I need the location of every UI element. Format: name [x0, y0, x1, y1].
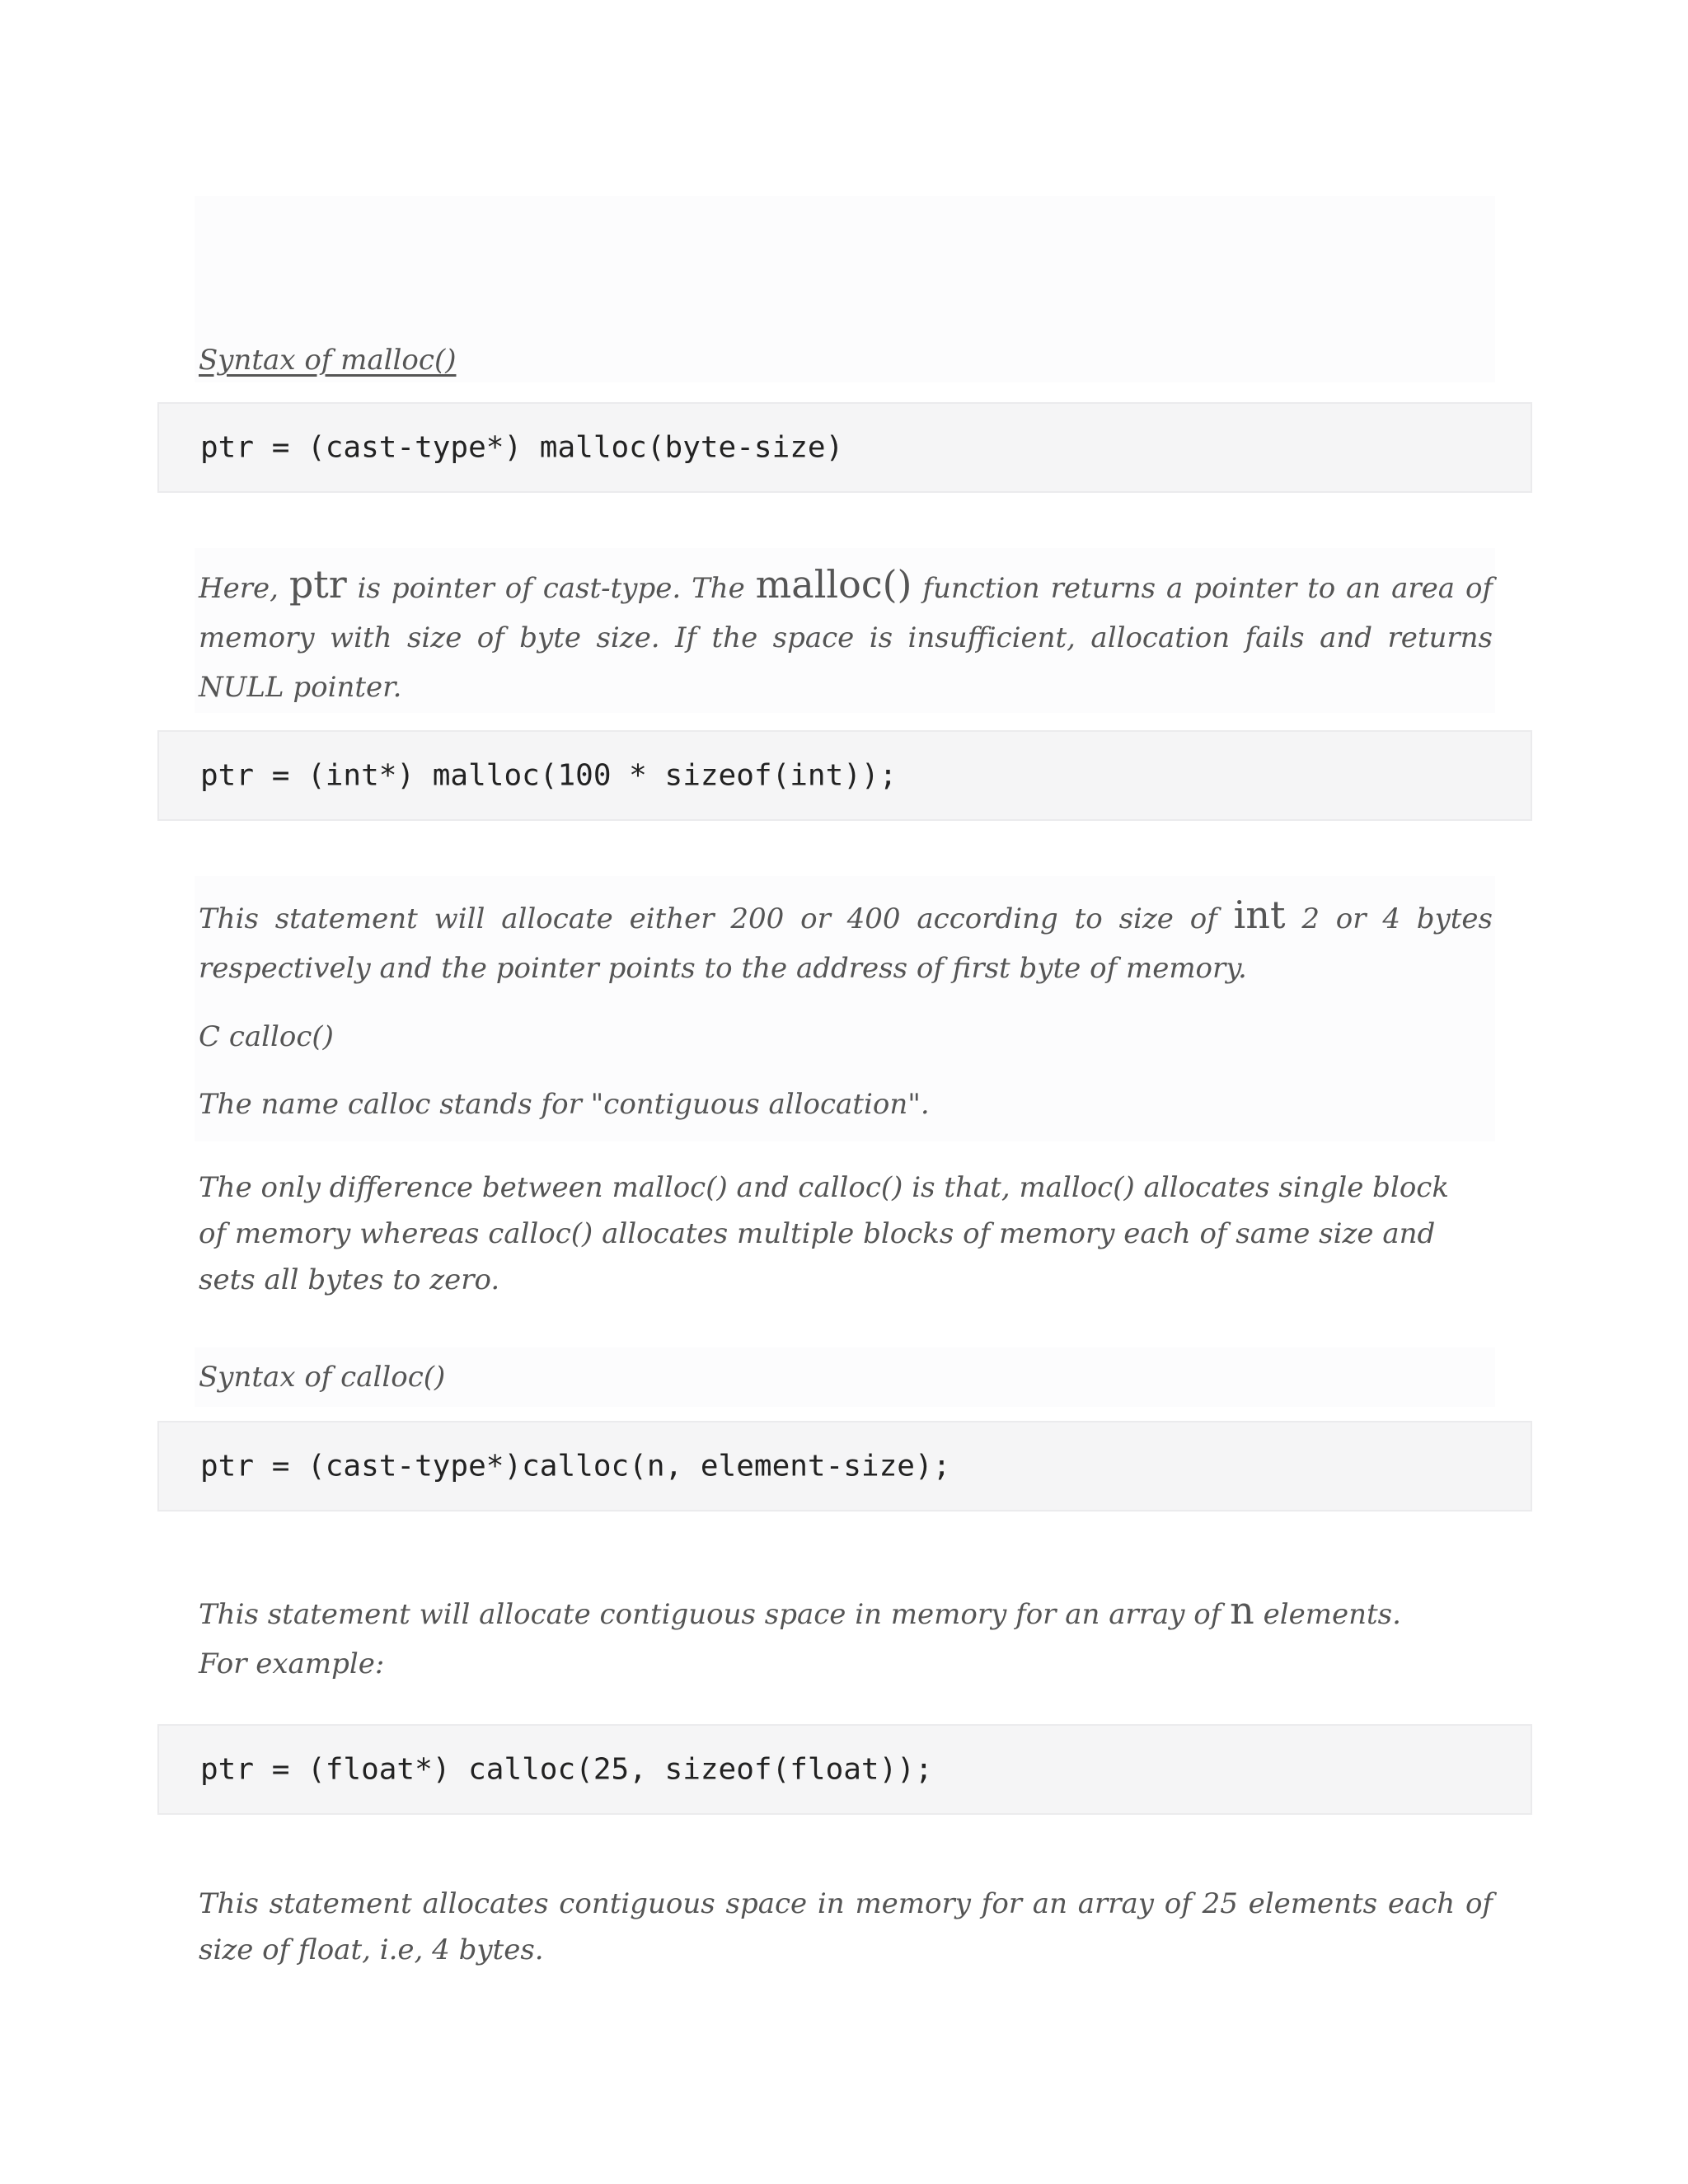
- calloc-description: [199, 1586, 1451, 1689]
- malloc-example-desc-part1: This statement will allocate either 200 or 400 according to size of: [199, 902, 1234, 935]
- malloc-example-description: [199, 890, 1493, 993]
- malloc-desc-part3: function returns a pointer to an area of memory with size of byte size. If the space is insufficient, allocation fails and returns NULL pointer.: [199, 572, 1493, 704]
- n-inline-term: n: [1230, 1588, 1254, 1633]
- calloc-example-code-block: [157, 1724, 1532, 1815]
- calloc-difference-description: The only difference between malloc() and calloc() is that, malloc() allocates single block of memory whereas calloc() allocates multiple blocks of memory each of same size and sets all bytes to zero.: [199, 1171, 1449, 1296]
- calloc-syntax-heading: Syntax of calloc(): [199, 1361, 446, 1394]
- int-inline-term: int: [1233, 893, 1286, 937]
- malloc-example-code: ptr = (int*) malloc(100 * sizeof(int));: [200, 758, 898, 793]
- calloc-desc-part1: This statement will allocate contiguous space in memory for an array of: [199, 1598, 1231, 1631]
- calloc-desc-part2: elements. For example:: [199, 1598, 1401, 1680]
- malloc-example-desc-part2: 2 or 4 bytes respectively and the pointer points to the address of first byte of memory.: [199, 902, 1493, 985]
- calloc-example-description: This statement allocates contiguous space in memory for an array of 25 elements each of size of float, i.e, 4 bytes.: [199, 1887, 1493, 1966]
- malloc-syntax-code-block: [157, 402, 1532, 493]
- calloc-name-description: The name calloc stands for "contiguous allocation".: [199, 1088, 930, 1121]
- malloc-desc-part2: is pointer of cast-type. The: [346, 572, 756, 605]
- malloc-syntax-heading: Syntax of malloc(): [199, 344, 457, 377]
- ptr-inline-term: ptr: [288, 562, 347, 607]
- malloc-inline-term: malloc(): [755, 562, 912, 607]
- malloc-syntax-code: ptr = (cast-type*) malloc(byte-size): [200, 430, 844, 465]
- malloc-description: [199, 560, 1493, 712]
- calloc-syntax-code: ptr = (cast-type*)calloc(n, element-size);: [200, 1449, 951, 1483]
- malloc-desc-part1: Here,: [199, 572, 289, 605]
- malloc-example-code-block: [157, 730, 1532, 821]
- calloc-example-code: ptr = (float*) calloc(25, sizeof(float));: [200, 1752, 933, 1787]
- calloc-title: C calloc(): [199, 1020, 334, 1053]
- calloc-syntax-code-block: [157, 1421, 1532, 1511]
